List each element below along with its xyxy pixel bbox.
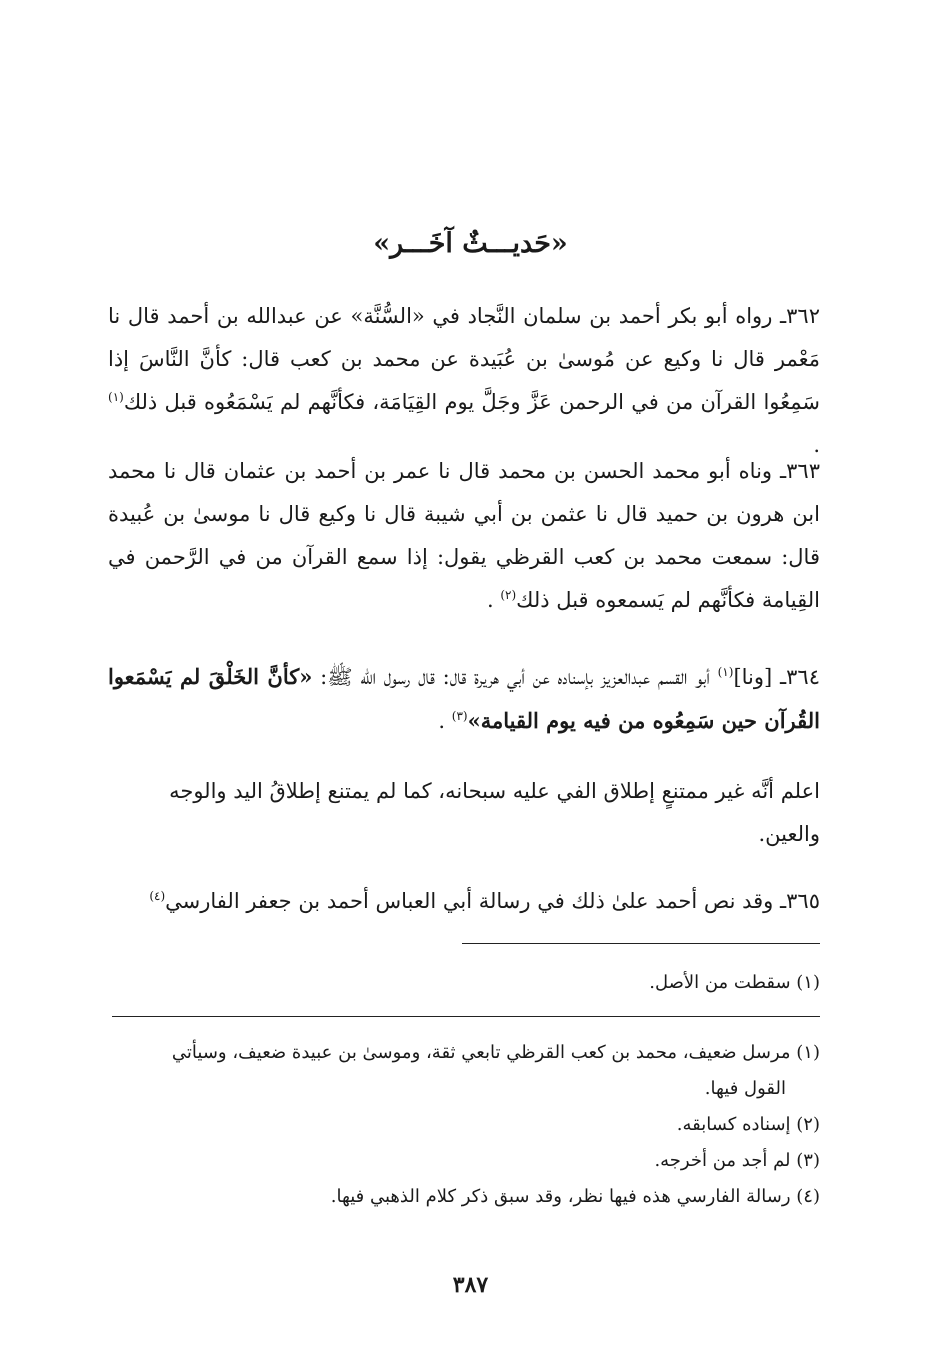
paragraph-365-text: ٣٦٥ـ وقد نص أحمد علىٰ ذلك في رسالة أبي العباس أحمد بن جعفر الفارسي [165, 889, 820, 913]
page-number: ٣٨٧ [452, 1272, 489, 1298]
paragraph-363 [108, 450, 820, 622]
footnote-ref: (١) [717, 665, 734, 679]
footnote-3: (٣) لم أجد من أخرجه. [654, 1150, 820, 1171]
paragraph-365 [108, 880, 820, 923]
paragraph-364-number: ٣٦٤ـ [ونا] [733, 665, 820, 689]
footnote-ref: (١) [108, 390, 124, 404]
footnote-divider-long [112, 1016, 820, 1017]
footnote-1: (١) مرسل ضعيف، محمد بن كعب القرظي تابعي ثقة، وموسىٰ بن عبيدة ضعيف، وسيأتي [171, 1042, 820, 1063]
paragraph-363-end: . [486, 588, 494, 612]
paragraph-364-end: . [438, 709, 446, 733]
commentary-line-1: اعلم أنَّه غير ممتنعٍ إطلاق الفي عليه سبحانه، كما لم يمتنع إطلاقُ اليد والوجه [169, 779, 820, 803]
editor-footnote: (١) سقطت من الأصل. [649, 972, 820, 993]
commentary-line-2: والعين. [758, 822, 820, 846]
footnote-ref: (٤) [149, 889, 166, 903]
paragraph-363-text: ٣٦٣ـ وناه أبو محمد الحسن بن محمد قال نا عمر بن أحمد بن عثمان قال نا محمد ابن هرون بن حميد قال نا عثمن بن أبي شيبة قال نا وكيع قال نا موسىٰ بن عُبيدة قال: سمعت محمد بن كعب القرظي يقول: إذا سمع القرآن من في الرَّحمن في القِيامة فكأنَّهم لم يَسمعوه قبل ذلك [108, 459, 820, 612]
footnote-ref: (٢) [500, 588, 517, 602]
paragraph-364 [108, 655, 820, 743]
footnote-ref: (٣) [451, 709, 468, 723]
paragraph-362-text: ٣٦٢ـ رواه أبو بكر أحمد بن سلمان النَّجاد في «السُّنَّة» عن عبدالله بن أحمد قال نا مَعْمر قال نا وكيع عن مُوسىٰ بن عُبَيدة عن محمد بن كعب قال: كأنَّ النَّاسَ إذا سَمِعُوا القرآن من في الرحمن عَزَّ وجَلَّ يوم القِيَامَة، فكأنَّهم لم يَسْمَعُوه قبل ذلك [108, 304, 820, 414]
paragraph-362-end: . [813, 433, 820, 457]
footnote-2: (٢) إسناده كسابقه. [676, 1114, 820, 1135]
section-title: «حَديـــثٌ آخَـــر» [373, 228, 568, 259]
footnote-1-continued: القول فيها. [704, 1078, 786, 1099]
hadith-quote: «كأنَّ الخَلْقَ لم يَسْمَعوا القُرآن حين سَمِعُوه من فيه يوم القيامة» [108, 664, 820, 733]
footnotes-list [108, 1035, 820, 1215]
commentary-note [108, 770, 820, 856]
footnote-divider-short [462, 943, 820, 944]
paragraph-362 [108, 295, 820, 467]
paragraph-364-text: أبو القسم عبدالعزيز بإسناده عن أبي هريرة قال: قال رسول الله ﷺ: [312, 665, 718, 689]
footnote-4: (٤) رسالة الفارسي هذه فيها نظر، وقد سبق ذكر كلام الذهبي فيها. [330, 1186, 820, 1207]
